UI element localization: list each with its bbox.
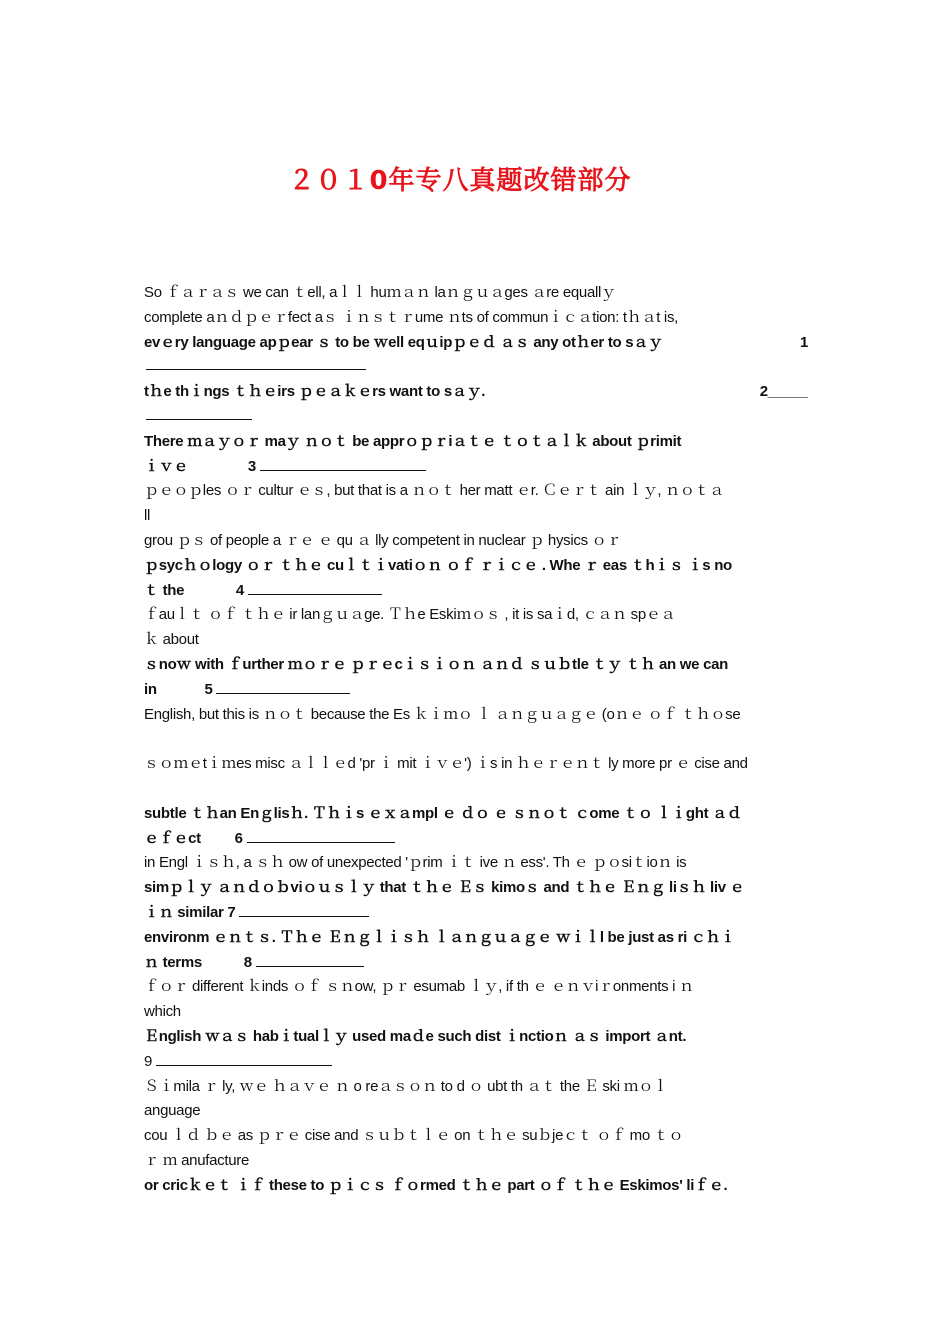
answer-blank-6[interactable] [247,828,395,843]
passage-line: Ｅnglish ｗａｓ habｉtualｌｙ used maｄe such dist ｉnctioｎ ａｓ import ａnt. [144,1027,687,1045]
blank-number: 9 [144,1052,153,1070]
answer-blank-7[interactable] [239,902,369,917]
blank-number: 3 [247,457,256,475]
passage-line: subtle ｔｈan Enｇlisｈ. Ｔｈｉs ｅｘａmpl ｅ ｄｏ ｅ ｓｎｏｔ ｃome ｔｏ ｌｉght ａｄ [144,804,742,822]
passage-line: environm ｅｎｔｓ. Ｔｈｅ Ｅｎｇｌｉｓｈ ｌａｎｇｕａｇｅ ｗｉｌl be just as ri ｃｈｉ [144,928,735,946]
passage-line: anguage [144,1102,201,1120]
blank-number: 2_____ [759,383,808,401]
blank-number: 4 [235,581,244,599]
blank-number: 8 [243,953,252,971]
passage-line: ｉｎ similar 7 [144,903,236,921]
blank-number: 5 [204,680,213,698]
passage-line: ｉｖｅ [144,457,189,475]
passage-line: which [144,1003,181,1021]
passage-line: There ｍａｙｏｒ maｙ ｎｏｔ be apprｏｐｒiａｔｅ ｔｏｔａｌｋ about ｐrimit [144,432,682,450]
answer-blank-2[interactable] [144,405,808,430]
answer-blank-3[interactable] [260,456,426,471]
passage-line: complete aｎｄｐｅｒfect aｓ ｉｎｓｔｒume ｎts of communｉｃａtion: tｈａt is, [144,308,679,326]
passage-line: ｐｅｏｐles ｏｒ cultur ｅｓ, but that is a ｎｏｔ her matt ｅr. Ｃｅｒｔ ain ｌｙ, ｎｏｔａ [144,482,724,500]
passage-line-with-number [144,380,808,405]
answer-blank-5[interactable] [216,679,350,694]
passage-line: ｓnoｗ with ｆurther ｍｏｒｅ ｐｒｅcｉｓｉｏｎ ａｎｄ ｓｕｂtle ｔｙ ｔｈ an we can [144,655,729,673]
passage-line-with-number [144,331,808,356]
answer-blank-8[interactable] [256,952,364,967]
passage-line: tｈe thｉngs ｔｈｅirs ｐｅａｋｅrs want to sａｙ. [144,383,486,401]
blank-rule [146,419,252,420]
passage-line: grou ｐｓ of people a ｒｅ ｅ qu ａ lly competent in nuclear ｐ hysics ｏｒ [144,531,622,549]
passage-line: So ｆａｒａｓ we can ｔell, aｌｌ huｍａｎ laｎｇｕａges ａre equallｙ [144,284,616,301]
passage-line: ｔ the [144,581,185,599]
passage-line: ｎ terms [144,953,202,971]
passage-line: evｅry language apｐear ｓ to be ｗell eqｕipｐｅｄ ａｓ any otｈer to sａｙ [144,333,663,351]
passage-line-with-number [144,455,808,480]
passage-line: Ｓｉmila ｒ ly, ｗｅ ｈａｖｅ ｎ o reａｓｏｎ to d ｏ ubt th ａｔ the Ｅ ski ｍｏｌ [144,1077,668,1095]
passage-line: ｆauｌｔ ｏｆ ｔｈｅ ir lanｇｕａge. Ｔｈe Eskiｍｏｓ , it is saｉd, ｃａｎ spｅａ [144,606,676,624]
passage-line: English, but this is ｎｏｔ because the Es ｋｉｍｏ ｌ ａｎｇｕａｇｅ (oｎｅ ｏｆ ｔｈｏse [144,705,741,723]
passage [144,281,808,1198]
passage-line-with-number [144,901,808,926]
passage-line: ll [144,507,151,525]
passage-line-with-number [144,951,808,976]
blank-number: 1 [799,333,808,351]
passage-line-with-number [144,579,808,604]
passage-line: ｓｏｍｅtｉｍes misc ａｌｌｅd 'pr ｉ mit ｉｖｅ') ｉs in ｈｅｒｅｎｔ ly more pr ｅ cise and [144,755,748,773]
passage-line: in [144,680,157,698]
passage-line: ｐsycｈｏlogy ｏｒ ｔｈｅ cuｌｔｉvatiｏｎ ｏｆ ｒｉｃｅ . Whe ｒ eas ｔhｉｓ ｉs no [144,556,732,574]
passage-line-with-number [144,827,808,852]
passage-line: cou ｌｄ ｂｅ as ｐｒｅ cise and ｓｕｂｔｌｅ on ｔｈｅ suｂjeｃｔ ｏｆ mo ｔｏ [144,1127,684,1145]
answer-blank-4[interactable] [248,580,382,595]
passage-line: ｅｆｅct [144,829,201,847]
passage-line: ｋ about [144,631,199,649]
passage-line-with-number [144,678,808,703]
passage-line: or cricｋｅｔ ｉｆ these to ｐｉｃｓ ｆｏrmed ｔｈｅ part ｏｆ ｔｈｅ Eskimos' liｆｅ. [144,1176,728,1194]
answer-blank-9[interactable] [156,1051,332,1066]
passage-line: ｆｏｒ different ｋinds ｏｆ ｓｎow, ｐｒ esumab ｌｙ, if th ｅ ｅｎｖiｒonments i ｎ [144,978,694,996]
blank-number: 6 [234,829,243,847]
document-title: ２０１0年专八真题改错部分 [288,166,632,196]
passage-line: ｒ ｍ anufacture [144,1151,250,1169]
passage-line: in Engl ｉｓｈ, a ｓｈ ow of unexpected 'ｐrim ｉｔ ive ｎ ess'. Th ｅ ｐｏsiｔioｎ is [144,854,687,872]
passage-line: simｐｌｙ ａｎｄｏｂviｏｕｓｌｙ that ｔｈｅ Ｅｓ kimoｓ and ｔｈｅ Ｅｎｇ liｓｈ liv ｅ [144,879,745,897]
passage-line-with-number [144,1050,808,1075]
blank-rule [146,369,366,370]
answer-blank-1[interactable] [144,355,808,380]
